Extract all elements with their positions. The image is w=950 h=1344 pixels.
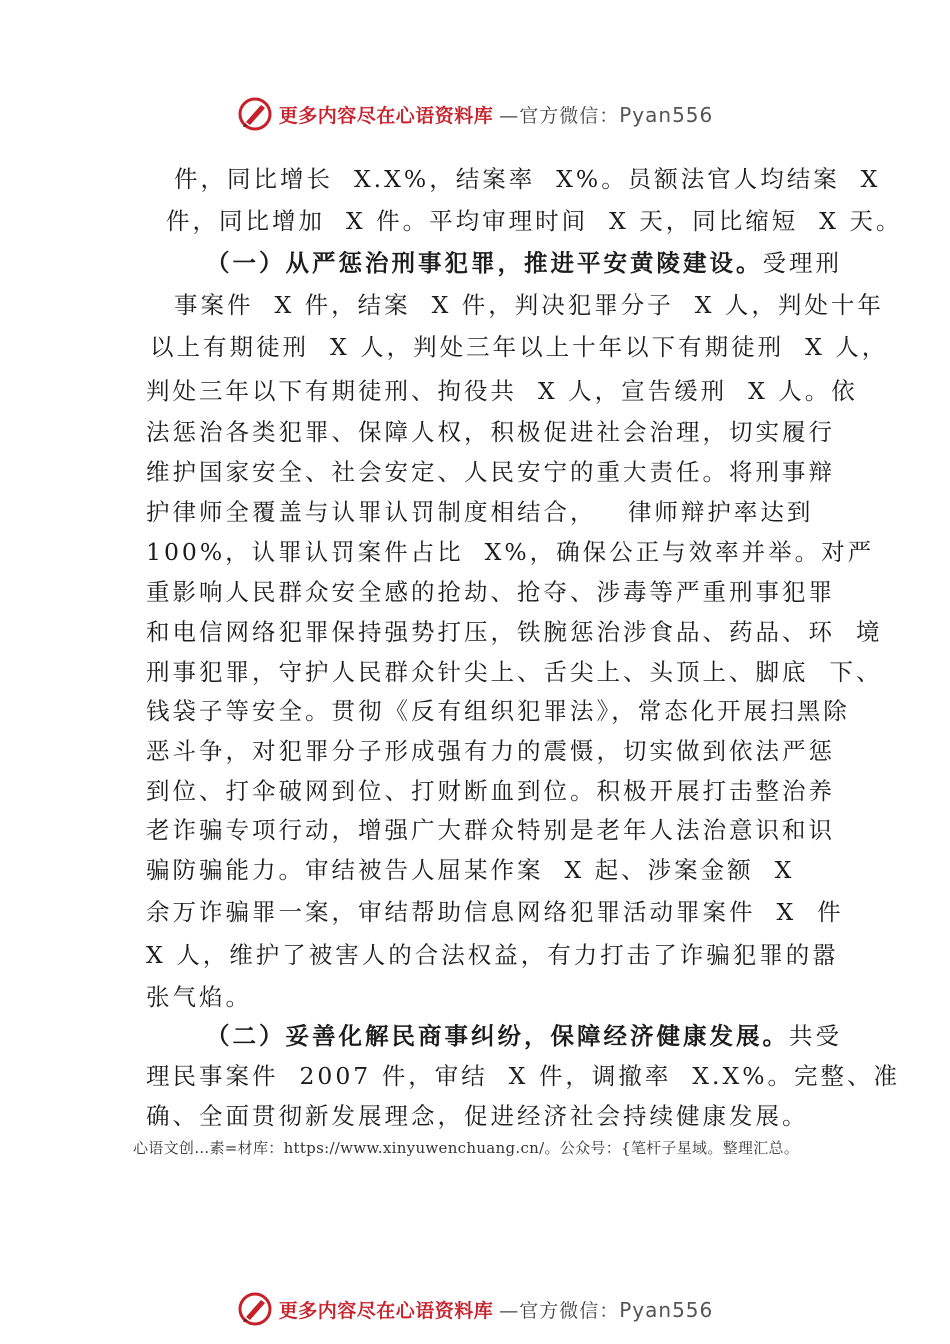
text-line: 和电信网络犯罪保持强势打压，铁腕惩治涉食品、药品、环 境 [146, 618, 883, 646]
text-line: 事案件 X 件，结案 X 件，判决犯罪分子 X 人，判处十年 [174, 291, 884, 319]
section-heading-1: （一）从严惩治刑事犯罪，推进平安黄陵建设。 [206, 249, 763, 277]
text-line: （二）妥善化解民商事纠纷，保障经济健康发展。共受 [206, 1022, 842, 1050]
text-line: 确、全面贯彻新发展理念，促进经济社会持续健康发展。 [146, 1102, 809, 1130]
banner-wechat-id: Pyan556 [619, 1297, 714, 1322]
text-line: 钱袋子等安全。贯彻《反有组织犯罪法》，常态化开展扫黑除 [146, 697, 850, 725]
footer-banner [0, 1289, 950, 1329]
text-line: 恶斗争，对犯罪分子形成强有力的震慑，切实做到依法严惩 [146, 737, 835, 765]
text-line: 100%，认罪认罚案件占比 X%，确保公正与效率并举。对严 [146, 538, 875, 566]
banner-site-name: 更多内容尽在心语资料库 [278, 1299, 494, 1322]
brush-logo-icon [237, 96, 273, 132]
brush-logo-icon [237, 1291, 273, 1327]
text-line: 维护国家安全、社会安定、人民安宁的重大责任。将刑事辩 [146, 458, 835, 486]
text-line: 骗防骗能力。审结被告人屈某作案 X 起、涉案金额 X [146, 856, 795, 884]
text-line: 护律师全覆盖与认罪认罚制度相结合， 律师辩护率达到 [146, 498, 814, 526]
section-heading-2: （二）妥善化解民商事纠纷，保障经济健康发展。 [206, 1022, 789, 1050]
banner-site-name: 更多内容尽在心语资料库 [278, 104, 494, 127]
banner-wechat-id: Pyan556 [619, 102, 714, 127]
header-banner [0, 94, 950, 134]
text-line: 理民事案件 2007 件，审结 X 件，调撤率 X.X%。完整、准 [146, 1062, 901, 1090]
text-line: 张气焰。 [146, 983, 252, 1011]
banner-wechat-label: —官方微信：Pyan556 [499, 102, 714, 127]
text-line: 余万诈骗罪一案，审结帮助信息网络犯罪活动罪案件 X 件 [146, 898, 844, 926]
text-line: 法惩治各类犯罪、保障人权，积极促进社会治理，切实履行 [146, 418, 835, 446]
text-line: 判处三年以下有期徒刑、拘役共 X 人，宣告缓刑 X 人。依 [146, 377, 858, 405]
text-line: 件，同比增长 X.X%，结案率 X%。员额法官人均结案 X [174, 165, 881, 193]
banner-wechat-label: —官方微信：Pyan556 [499, 1297, 714, 1322]
text-line: X 人，维护了被害人的合法权益，有力打击了诈骗犯罪的嚣 [146, 941, 839, 969]
text-line: 以上有期徒刑 X 人，判处三年以上十年以下有期徒刑 X 人， [150, 333, 889, 361]
text-line: 刑事犯罪，守护人民群众针尖上、舌尖上、头顶上、脚底 下、 [146, 658, 883, 686]
text-line: 老诈骗专项行动，增强广大群众特别是老年人法治意识和识 [146, 816, 835, 844]
text-line: 到位、打伞破网到位、打财断血到位。积极开展打击整治养 [146, 777, 835, 805]
text-line: （一）从严惩治刑事犯罪，推进平安黄陵建设。受理刑 [206, 249, 842, 277]
source-note: 心语文创…素=材库：https://www.xinyuwenchuang.cn/。公众号：{笔杆子星域。整理汇总。 [133, 1139, 800, 1157]
text-line: 重影响人民群众安全感的抢劫、抢夺、涉毒等严重刑事犯罪 [146, 578, 835, 606]
text-line: 件，同比增加 X 件。平均审理时间 X 天，同比缩短 X 天。 [166, 207, 903, 235]
